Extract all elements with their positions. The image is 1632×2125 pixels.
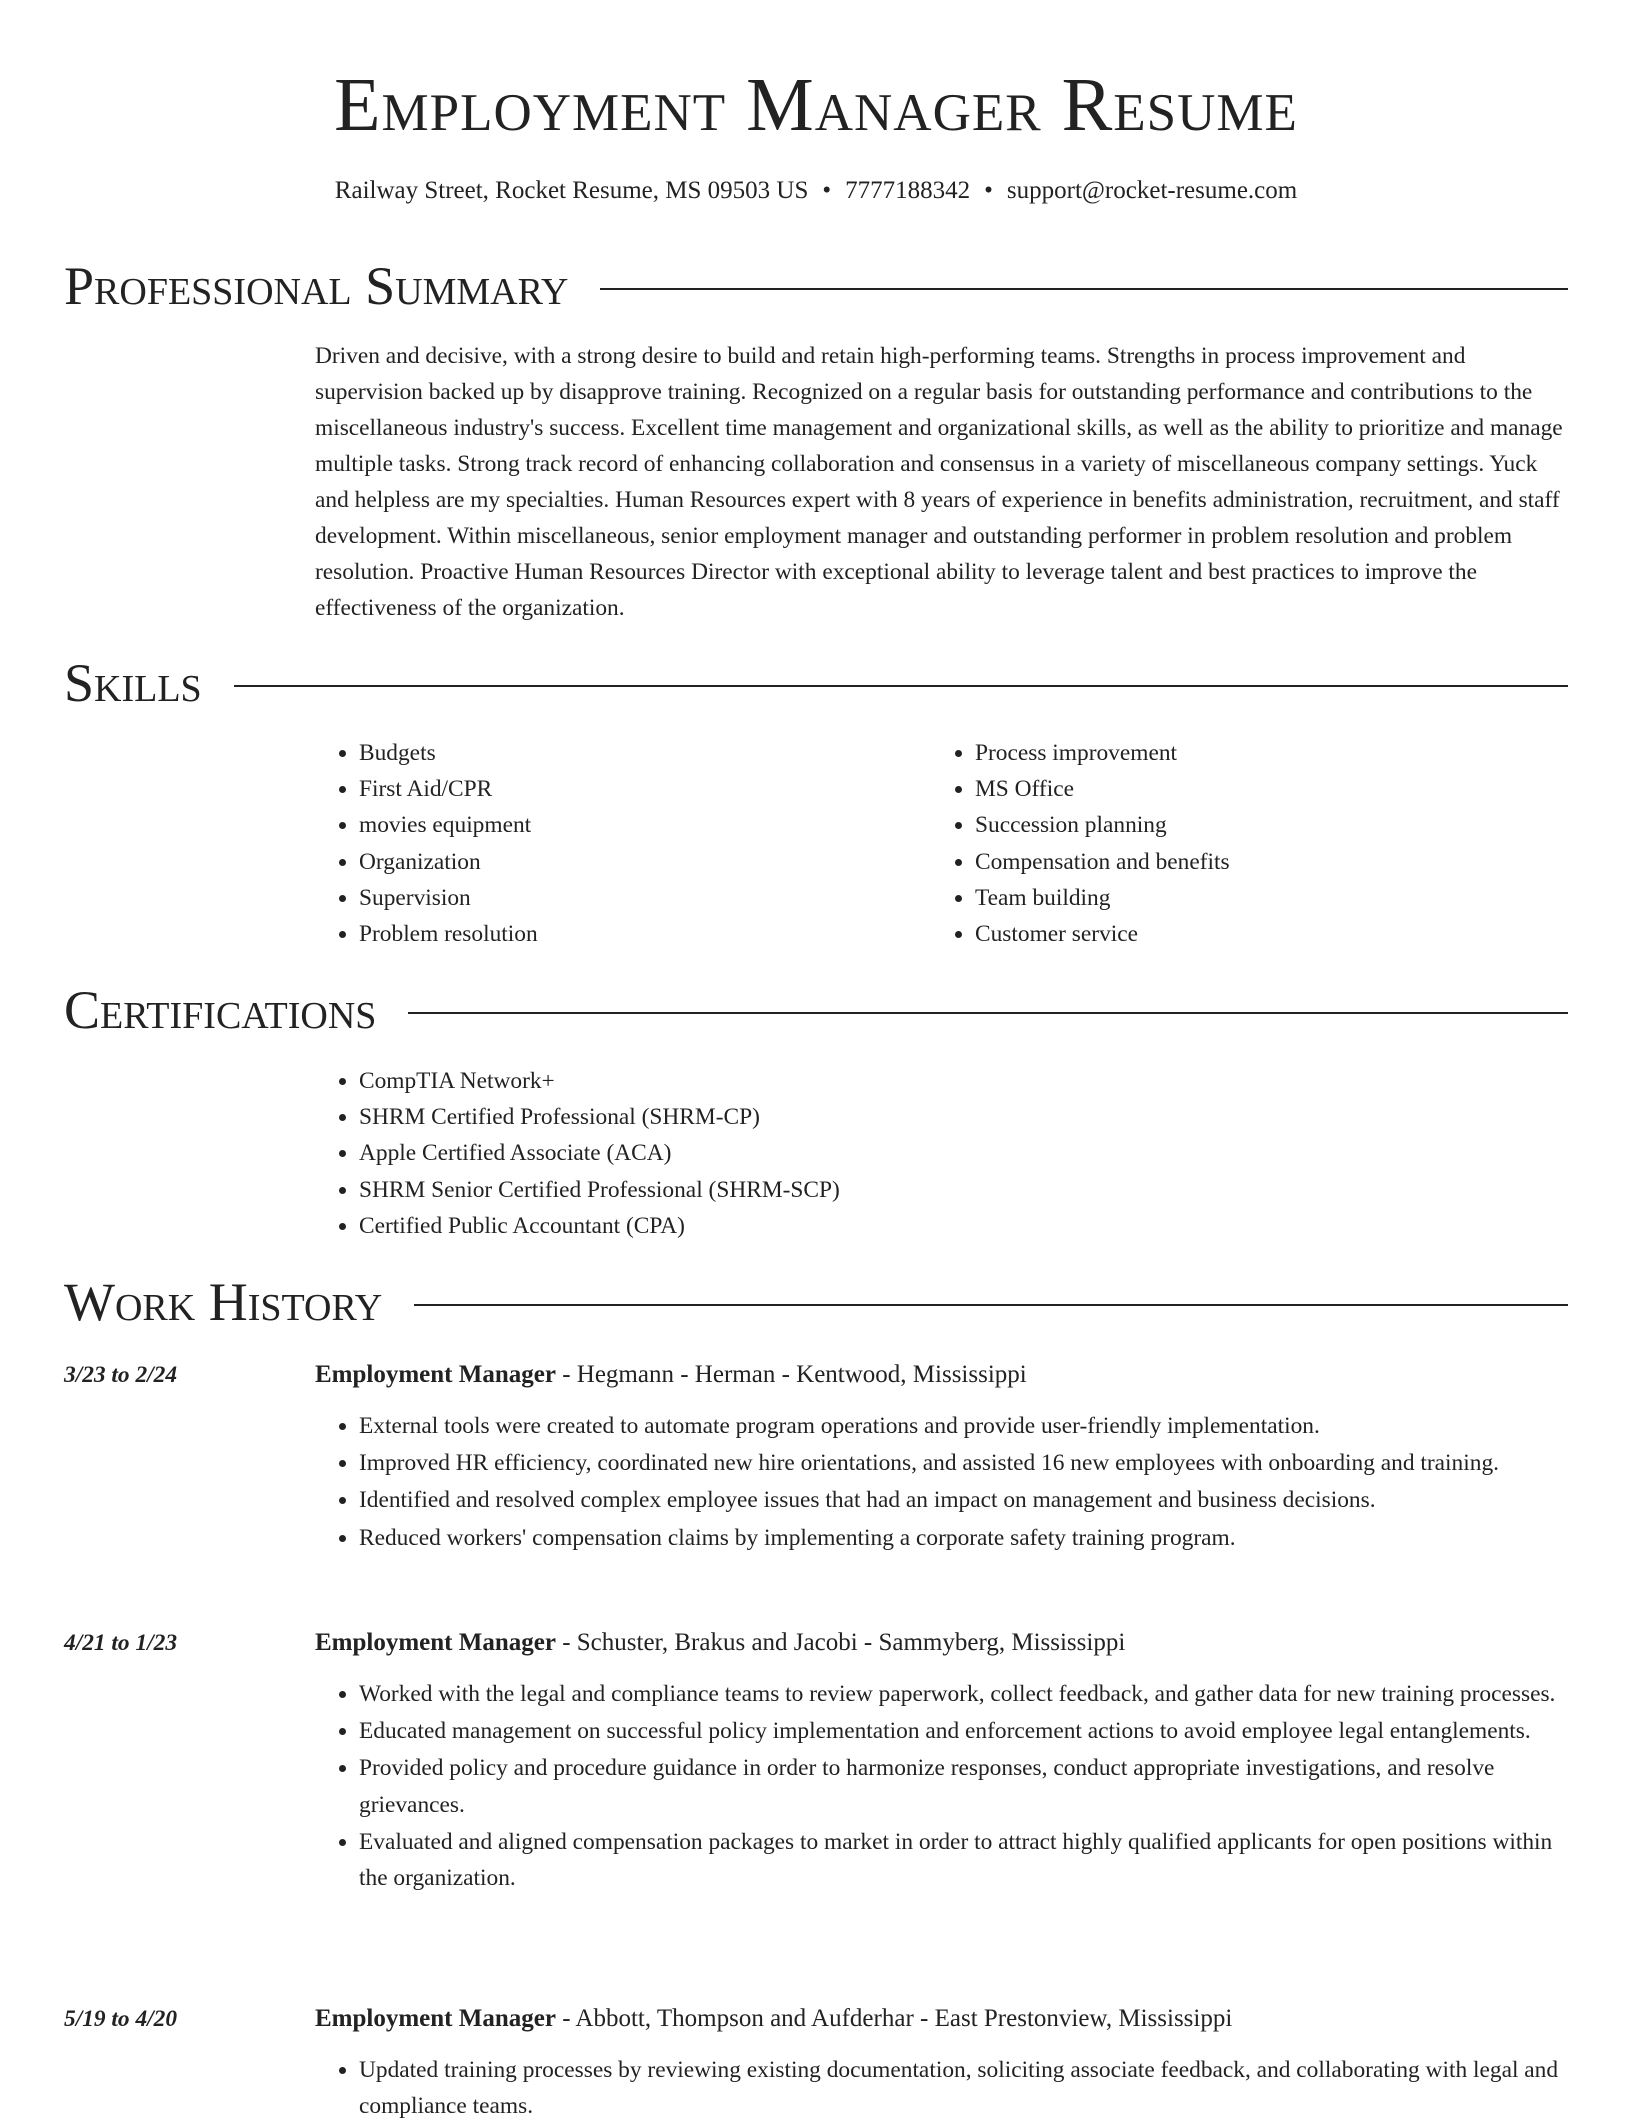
certifications-heading: Certifications: [64, 980, 377, 1040]
skill-item: • Supervision: [359, 880, 915, 916]
contact-address: Railway Street, Rocket Resume, MS 09503 US: [334, 177, 809, 204]
job-bullet: • External tools were created to automate program operations and provide user-friendly implementation.: [359, 1408, 1571, 1444]
contact-separator: •: [822, 177, 832, 204]
contact-phone: 7777188342: [845, 177, 971, 204]
skills-section-header: [64, 651, 1568, 715]
summary-heading: Professional Summary: [64, 256, 569, 316]
job-dates: 3/23 to 2/24: [64, 1362, 178, 1388]
job-role: Employment Manager: [315, 2005, 556, 2032]
resume-title: Employment Manager Resume: [334, 63, 1298, 147]
job-bullet: • Updated training processes by reviewing existing documentation, soliciting associate feedback, and collaborating with legal and compliance teams.: [359, 2052, 1571, 2124]
skill-item: • Succession planning: [975, 807, 1531, 843]
job-bullet: • Worked with the legal and compliance teams to review paperwork, collect feedback, and gather data for new training processes.: [359, 1676, 1571, 1712]
job-bullet: • Provided policy and procedure guidance in order to harmonize responses, conduct appropriate investigations, and resolve grievances.: [359, 1750, 1571, 1822]
section-divider: [414, 1304, 1568, 1306]
contact-line: [0, 174, 1632, 208]
job-employer: - Abbott, Thompson and Aufderhar - East Prestonview, Mississippi: [555, 2005, 1233, 2032]
job-role: Employment Manager: [315, 1629, 556, 1656]
section-divider: [408, 1012, 1568, 1014]
job-bullet: • Identified and resolved complex employee issues that had an impact on management and business decisions.: [359, 1482, 1571, 1518]
job-bullet: • Improved HR efficiency, coordinated new hire orientations, and assisted 16 new employees with onboarding and training.: [359, 1445, 1571, 1481]
job-employer: - Hegmann - Herman - Kentwood, Mississippi: [555, 1361, 1027, 1388]
skill-item: • Customer service: [975, 916, 1531, 952]
job-headline: [315, 1357, 1571, 1393]
certification-item: • Certified Public Accountant (CPA): [359, 1208, 1315, 1244]
job-headline: [315, 2001, 1571, 2037]
summary-section-header: [64, 254, 1568, 318]
certifications-list: [315, 1063, 1315, 1244]
job-bullet: • Evaluated and aligned compensation packages to market in order to attract highly qualified applicants for open positions within the organization.: [359, 1824, 1571, 1896]
certifications-section-header: [64, 978, 1568, 1042]
work-history-heading: Work History: [64, 1272, 383, 1332]
job-bullets: [315, 2052, 1571, 2125]
section-divider: [600, 288, 1568, 290]
job-bullet: • Educated management on successful policy implementation and enforcement actions to avoid employee legal entanglements.: [359, 1713, 1571, 1749]
skill-item: • MS Office: [975, 771, 1531, 807]
job-dates: 5/19 to 4/20: [64, 2006, 178, 2032]
certification-item: • SHRM Senior Certified Professional (SHRM-SCP): [359, 1172, 1315, 1208]
job-bullets: [315, 1676, 1571, 1897]
skill-item: • First Aid/CPR: [359, 771, 915, 807]
work-history-section-header: [64, 1270, 1568, 1334]
skill-item: • Compensation and benefits: [975, 844, 1531, 880]
job-employer: - Schuster, Brakus and Jacobi - Sammyberg, Mississippi: [555, 1629, 1126, 1656]
certification-item: • SHRM Certified Professional (SHRM-CP): [359, 1099, 1315, 1135]
contact-email: support@rocket-resume.com: [1006, 177, 1298, 204]
job-dates: 4/21 to 1/23: [64, 1630, 178, 1656]
skills-list-right: [931, 735, 1531, 952]
job-bullets: [315, 1408, 1571, 1557]
job-bullet: • Reduced workers' compensation claims by implementing a corporate safety training program.: [359, 1520, 1571, 1556]
skill-item: • Organization: [359, 844, 915, 880]
skill-item: • Budgets: [359, 735, 915, 771]
skills-heading: Skills: [64, 653, 202, 713]
job-headline: [315, 1625, 1571, 1661]
skill-item: • movies equipment: [359, 807, 915, 843]
summary-text: Driven and decisive, with a strong desire to build and retain high-performing teams. Strengths in process improvement and supervision backed up by disapprove training. Recognized on a regular basis for outstanding performance and contributions to the miscellaneous industry's success. Excellent time management and organizational skills, as well as the ability to prioritize and manage multiple tasks. Strong track record of enhancing collaboration and consensus in a variety of miscellaneous company settings. Yuck and helpless are my specialties. Human Resources expert with 8 years of experience in benefits administration, recruitment, and staff development. Within miscellaneous, senior employment manager and outstanding performer in problem resolution and problem resolution. Proactive Human Resources Director with exceptional ability to leverage talent and best practices to improve the effectiveness of the organization.: [315, 343, 1563, 621]
skill-item: • Process improvement: [975, 735, 1531, 771]
skill-item: • Team building: [975, 880, 1531, 916]
job-role: Employment Manager: [315, 1361, 556, 1388]
certification-item: • Apple Certified Associate (ACA): [359, 1135, 1315, 1171]
certification-item: • CompTIA Network+: [359, 1063, 1315, 1099]
contact-separator: •: [984, 177, 993, 204]
skills-list-left: [315, 735, 915, 952]
section-divider: [234, 685, 1568, 687]
skill-item: • Problem resolution: [359, 916, 915, 952]
